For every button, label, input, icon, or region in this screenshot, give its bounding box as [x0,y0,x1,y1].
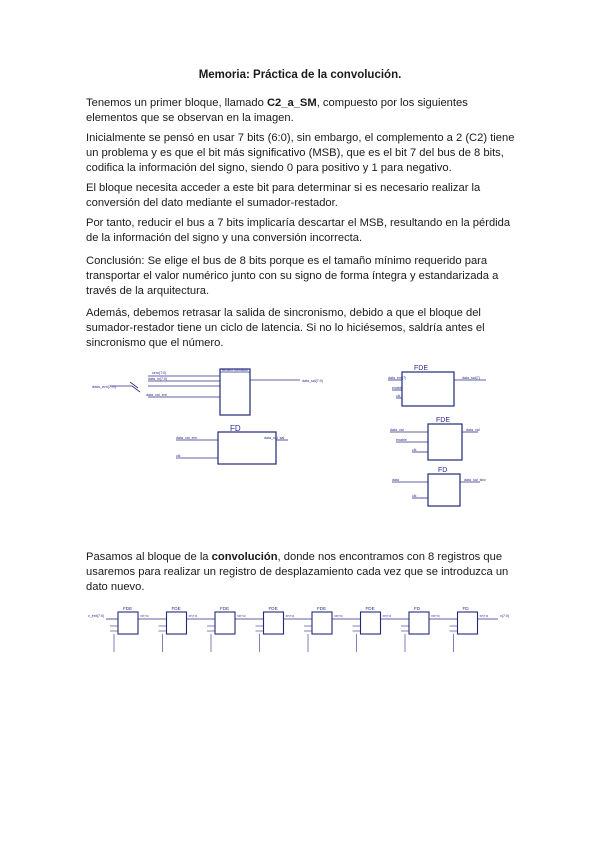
register-net-label-1: XP(7:0) [140,615,149,618]
shift-register-label-3: FDE [220,606,230,611]
register-net-label-6: XP(7:0) [382,615,392,618]
fde1-clk-label: clk [396,394,401,398]
fde2-clk-label: clk [412,448,417,452]
fde1-label: FDE [414,365,428,372]
fde2-q-label: data_val [466,428,480,432]
fd2-q-label: data_sal_sinc [464,478,486,482]
paragraph-conclusion: Conclusión: Se elige el bus de 8 bits porque es el tamaño mínimo requerido para transportar el valor numérico junto con su signo de forma íntegra y estandarizada a través de la arquitectura. [86,255,499,297]
shift-register-8 [458,612,478,634]
shift-register-1 [118,612,138,634]
fde1-ce-label: enable [392,386,403,390]
register-net-label-7: XP(7:0) [431,615,440,618]
shift-register-label-1: FDE [123,606,133,611]
shift-register-label-2: FDE [171,606,181,611]
shift-register-label-4: FDE [268,606,278,611]
adder-label: Binario sumador [222,368,249,372]
fd2-d-label: data [392,478,399,482]
shift-register-label-5: FDE [317,606,327,611]
fd2-label: FD [438,467,448,474]
shift-register-5 [312,612,332,634]
paragraph-msb-access: El bloque necesita acceder a este bit para determinar si es necesario realizar la conversión del dato mediante el sumador-restador. [86,182,481,209]
fde1-q-label: data_sal(7) [462,376,480,380]
fde1-d-label: data_ent(7) [388,376,407,380]
shift-register-2 [167,612,187,634]
register-net-label-3: XP(7:0) [237,615,246,618]
shift-register-6 [361,612,381,634]
fd-output-label: data_val_sal [264,436,285,440]
fd-label: FD [230,424,241,433]
shift-output-label: x(7:0) [500,614,510,618]
input-a-label: cero(7:0) [152,371,167,375]
output-bus-label: data_sal(7:0) [302,379,323,383]
paragraph-convolution: Pasamos al bloque de la convolución, donde nos encontramos con 8 registros que usaremos para realizar un registro de desplazamiento cada vez que se introduzca un dato nuevo. [86,551,509,593]
paragraph-bus-reduction: Por tanto, reducir el bus a 7 bits implicaría descartar el MSB, resultando en la pérdida de la información del signo y una conversión incorrecta. [86,217,511,244]
shift-register-label-6: FDE [365,606,375,611]
paragraph-intro: Tenemos un primer bloque, llamado C2_a_SM, compuesto por los siguientes elementos que se observan en la imagen. [86,97,468,124]
fde2-ce-label: enable [396,438,407,442]
input-bus-label: data_ent(7:0) [92,384,116,389]
shift-input-label: x_ent(7:0) [88,614,105,618]
fde2-label: FDE [436,417,450,424]
convolution-term: convolución [211,551,278,563]
block-name: C2_a_SM [266,97,317,109]
register-net-label-5: XP(7:0) [334,615,343,618]
fde2-d-label: data_val [390,428,404,432]
shift-register-label-7: FD [414,606,421,611]
fd-input-label: data_val_ent [176,436,197,440]
shift-register-label-8: FD [462,606,469,611]
fd2-clk-label: clk [412,494,417,498]
fd-clk-label: clk [176,454,181,458]
input-sync-label: data_val_ent [146,393,167,397]
register-net-label-2: XP(7:0) [188,615,198,618]
shift-register-4 [264,612,284,634]
paragraph-bits: Inicialmente se pensó en usar 7 bits (6:0), sin embargo, el complemento a 2 (C2) tiene un problema y es que el bit más significativo (MSB), que es el bit 7 del bus de 8 bits, codifica la información del signo, siendo 0 para positivo y 1 para negativo. [86,132,515,174]
paragraph-sync-delay: Además, debemos retrasar la salida de sincronismo, debido a que el bloque del sumador-restador tiene un ciclo de latencia. Si no lo hiciésemos, saldría antes el sincronismo que el número. [86,307,485,349]
shift-register-3 [215,612,235,634]
document-title: Memoria: Práctica de la convolución. [198,69,402,81]
shift-register-7 [409,612,429,634]
input-b-label: data_in(7:0) [148,377,168,381]
register-net-label-8: XP(7:0) [479,615,489,618]
register-net-label-4: XP(7:0) [285,615,295,618]
